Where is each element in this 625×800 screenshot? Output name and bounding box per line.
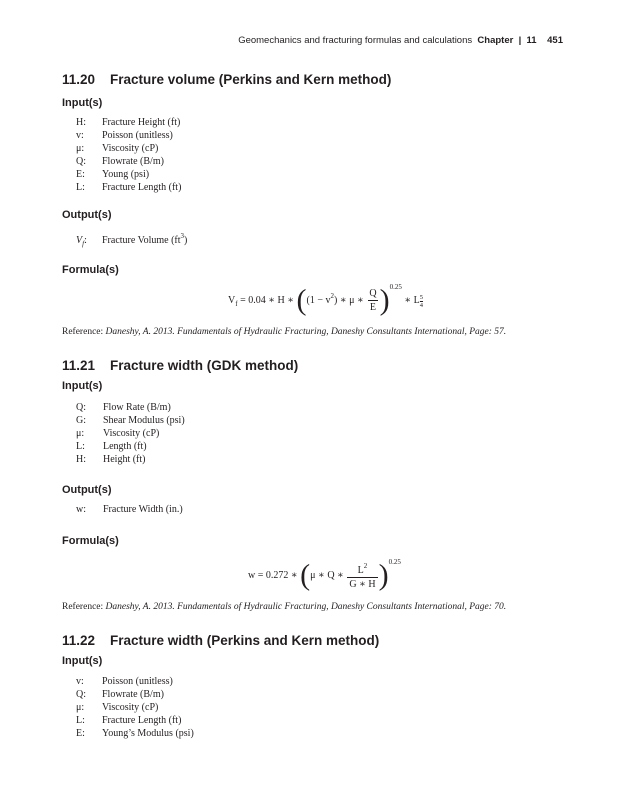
output-desc: Fracture Volume $(ft^3)$ <box>102 232 188 246</box>
outputs-heading: Output(s) <box>62 209 112 221</box>
input-symbol: H: <box>76 117 86 128</box>
inputs-heading: Input(s) <box>62 97 103 109</box>
input-desc: Flowrate (B/m) <box>102 156 164 167</box>
fraction: $\frac{L^2}{G ∗ H}$ <box>349 561 376 590</box>
list-item <box>76 230 188 248</box>
page-number: 451 <box>547 35 563 46</box>
paren-open: ( <box>296 283 307 317</box>
reference: Reference: Daneshy, A. 2013. Fundamentals of Hydraulic Fracturing, Daneshy Consultants International, Page: 57. <box>62 327 507 337</box>
section-number: 11.20 <box>62 72 96 87</box>
formula-fracture-volume: $V_f = 0.04$ ∗ H ∗ ($(1 - v^2)$ ∗ μ ∗ $\frac{Q}{E}$ )$^{0.25}$ ∗ L $\frac{5}{4}$ <box>228 283 423 317</box>
list-item <box>76 155 181 168</box>
section-title <box>62 633 379 648</box>
list-item: L: Length (ft) <box>76 441 147 452</box>
formula-gdk-width: w = 0.272 ∗ (μ ∗ Q ∗ $\frac{L^2}{G ∗ H}$ )$^{0.25}$ <box>248 558 401 592</box>
running-title: Geomechanics and fracturing formulas and calculations <box>238 35 473 46</box>
list-item: w: Fracture Width (in.) <box>76 504 183 515</box>
list-item: Q: Flowrate (B/m) <box>76 689 164 700</box>
header-separator: | <box>515 35 524 46</box>
list-item <box>76 142 181 155</box>
input-desc: Poisson (unitless) <box>102 130 173 141</box>
input-desc: Young (psi) <box>102 169 150 180</box>
section-heading: Fracture volume (Perkins and Kern method) <box>110 72 392 87</box>
list-item: L: Fracture Length (ft) <box>76 715 182 726</box>
input-symbol: L: <box>76 182 85 193</box>
section-number: 11.22 <box>62 633 96 648</box>
input-symbol: E: <box>76 169 85 180</box>
list-item <box>76 181 181 194</box>
output-symbol: $V_f$: <box>76 235 87 248</box>
input-list <box>76 675 194 740</box>
exponent-fraction: $\frac{5}{4}$ <box>419 294 423 309</box>
chapter-label: Chapter <box>477 35 514 46</box>
list-item <box>76 116 181 129</box>
input-desc: Viscosity (cP) <box>102 143 159 154</box>
output-list <box>76 503 183 516</box>
input-desc: Fracture Height (ft) <box>102 117 181 128</box>
fraction: $\frac{Q}{E}$ <box>369 288 377 314</box>
section-title <box>62 358 298 373</box>
formula-heading: Formula(s) <box>62 535 119 547</box>
list-item: E: Young’s Modulus (psi) <box>76 728 194 739</box>
outputs-heading: Output(s) <box>62 484 112 496</box>
list-item: H: Height (ft) <box>76 454 146 465</box>
output-list <box>76 230 188 248</box>
section-number: 11.21 <box>62 358 96 373</box>
input-desc: Fracture Length (ft) <box>102 182 182 193</box>
inputs-heading: Input(s) <box>62 380 103 392</box>
input-list <box>76 401 185 466</box>
inputs-heading: Input(s) <box>62 655 103 667</box>
list-item: G: Shear Modulus (psi) <box>76 415 185 426</box>
list-item: Q: Flow Rate (B/m) <box>76 402 171 413</box>
paren-open: ( <box>300 558 311 592</box>
paren-close: ) <box>378 558 389 592</box>
section-heading: Fracture width (GDK method) <box>110 358 299 373</box>
list-item: μ: Viscosity (cP) <box>76 428 160 439</box>
section-title <box>62 72 391 87</box>
formula-heading: Formula(s) <box>62 264 119 276</box>
paren-close: ) <box>379 283 390 317</box>
running-head <box>238 35 563 46</box>
chapter-number: 11 <box>526 35 537 46</box>
input-symbol: Q: <box>76 156 86 167</box>
input-symbol: μ: <box>76 143 85 154</box>
list-item <box>76 168 181 181</box>
list-item <box>76 129 181 142</box>
input-symbol: v: <box>76 130 84 141</box>
list-item: μ: Viscosity (cP) <box>76 702 159 713</box>
list-item: v: Poisson (unitless) <box>76 676 173 687</box>
section-heading: Fracture width (Perkins and Kern method) <box>110 633 380 648</box>
reference: Reference: Daneshy, A. 2013. Fundamentals of Hydraulic Fracturing, Daneshy Consultants International, Page: 70. <box>62 602 507 612</box>
input-list <box>76 116 181 194</box>
